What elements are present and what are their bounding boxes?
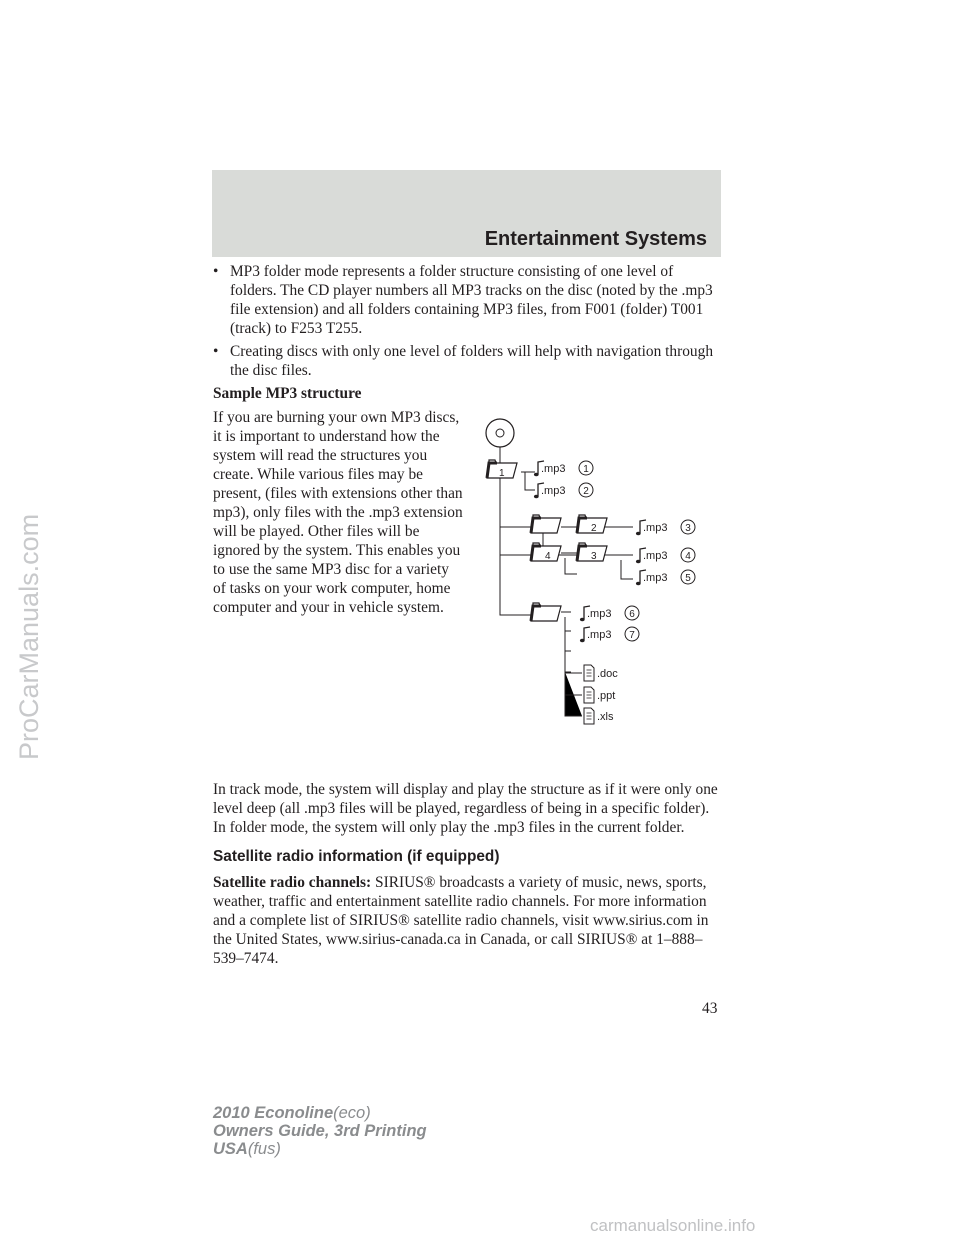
- mp3-label: .mp3: [587, 629, 612, 641]
- page-number: 43: [702, 1000, 718, 1017]
- track-number: 3: [685, 523, 691, 534]
- folder-number: 2: [591, 523, 597, 534]
- watermark-bottom: carmanualsonline.info: [590, 1216, 756, 1235]
- satellite-text: SIRIUS® broadcasts a variety of music, news, sports, weather, traffic and entertainment satellite radio channels. For more information and a complete list of SIRIUS® satellite radio channels, visit www.sirius.com in the United States, www.sirius-canada.ca in Canada, or call SIRIUS® at 1–888–539–7474.: [213, 874, 709, 967]
- bullet-text: MP3 folder mode represents a folder structure consisting of one level of folders. The CD player numbers all MP3 tracks on the disc (noted by the .mp3 file extension) and all folders containing MP3 files, from F001 (folder) T001 (track) to F253 T255.: [230, 263, 713, 337]
- other-file: [584, 665, 618, 681]
- mp3-label: .mp3: [643, 572, 668, 584]
- bullet-item: [213, 262, 723, 338]
- bullet-item: [213, 342, 723, 380]
- track-number: 2: [583, 486, 589, 497]
- file-extension: .xls: [597, 711, 614, 723]
- watermark-side: ProCarManuals.com: [14, 513, 44, 760]
- sample-heading: Sample MP3 structure: [213, 385, 362, 402]
- satellite-lead: Satellite radio channels:: [213, 874, 372, 891]
- satellite-paragraph: [213, 873, 723, 968]
- section-title: Entertainment Systems: [484, 228, 707, 250]
- mp3-label: .mp3: [587, 608, 612, 620]
- bullet-dot: •: [213, 263, 219, 280]
- section-header-band: [212, 170, 721, 257]
- track-number: 7: [629, 630, 635, 641]
- bullet-text: Creating discs with only one level of folders will help with navigation through the disc files.: [230, 343, 714, 379]
- folder-number: 4: [545, 551, 551, 562]
- footer-market-code: (fus): [247, 1140, 281, 1158]
- track-number: 1: [583, 464, 589, 475]
- sample-text: If you are burning your own MP3 discs, it is important to understand how the system will read the structures you create. While various files may be present, (files with extensions other than mp3), only files with the .mp3 extension will be played. Other files will be ignored by the system. This enables you to use the same MP3 disc for a variety of tasks on your work computer, home computer and your in vehicle system.: [213, 409, 463, 616]
- folder-number: 1: [499, 468, 505, 479]
- footer-market: USA: [213, 1140, 248, 1158]
- folder-number: 3: [591, 551, 597, 562]
- page-body: [213, 262, 723, 968]
- footer-model-code: (eco): [333, 1104, 371, 1122]
- track-number: 4: [685, 551, 691, 562]
- mp3-track: [534, 461, 593, 476]
- footer: [213, 1104, 427, 1158]
- file-extension: .doc: [597, 668, 618, 680]
- mp3-label: .mp3: [643, 522, 668, 534]
- bullet-dot: •: [213, 343, 219, 360]
- mp3-track: [534, 483, 593, 498]
- track-number: 6: [629, 609, 635, 620]
- track-mode-text: In track mode, the system will display and play the structure as if it were only one level deep (all .mp3 files will be played, regardless of being in a specific folder). In folder mode, the system will only play the .mp3 files in the current folder.: [213, 781, 718, 836]
- other-file: [584, 687, 615, 703]
- mp3-label: .mp3: [541, 485, 566, 497]
- mp3-label: .mp3: [541, 463, 566, 475]
- mp3-structure-diagram: [485, 410, 715, 745]
- mp3-track: [580, 606, 639, 621]
- mp3-track: [580, 627, 639, 642]
- mp3-track: [636, 548, 695, 563]
- other-file: [584, 708, 614, 724]
- mp3-track: [636, 570, 695, 585]
- sample-section: [213, 408, 723, 778]
- track-number: 5: [685, 573, 691, 584]
- mp3-track: [636, 520, 695, 535]
- file-extension: .ppt: [597, 690, 616, 702]
- satellite-heading: Satellite radio information (if equipped): [213, 848, 500, 865]
- footer-edition: Owners Guide, 3rd Printing: [213, 1122, 427, 1140]
- footer-model: 2010 Econoline: [213, 1104, 334, 1122]
- mp3-label: .mp3: [643, 550, 668, 562]
